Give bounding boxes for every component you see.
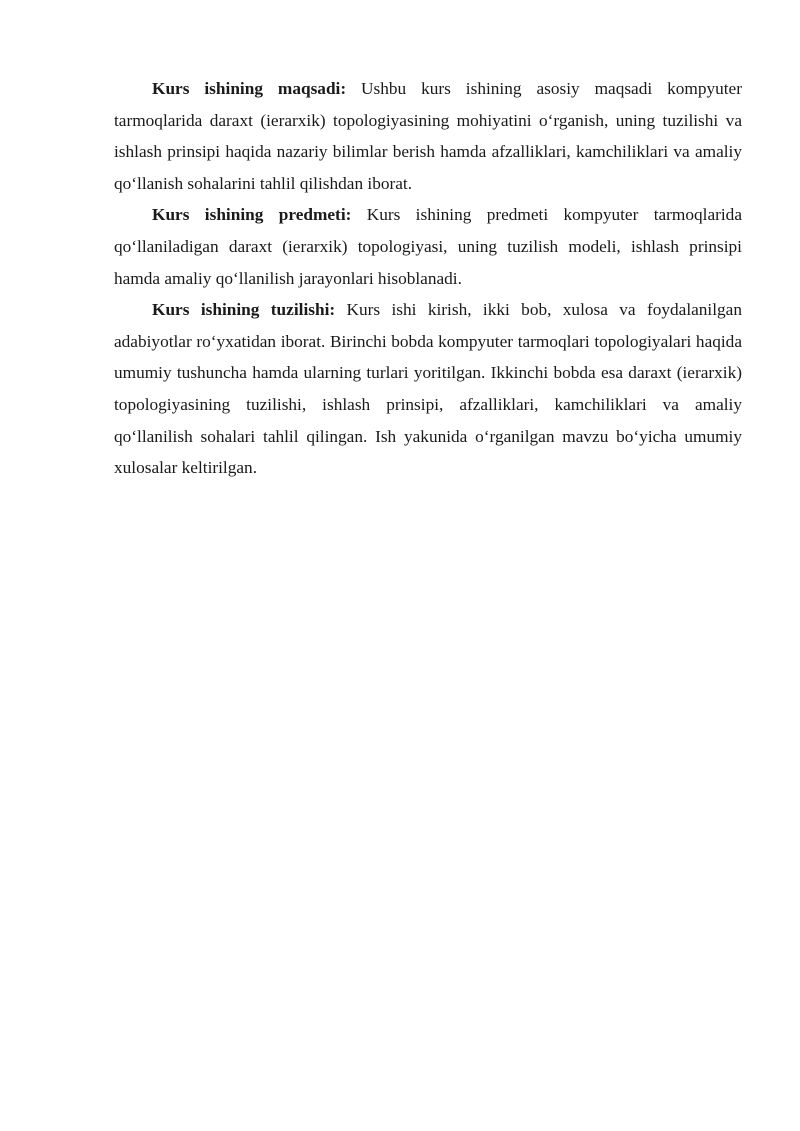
paragraph-text-structure: Kurs ishi kirish, ikki bob, xulosa va foydalanilgan adabiyotlar ro‘yxatidan iborat. Birinchi bobda kompyuter tarmoqlari topologiyalari haqida umumiy tushuncha hamda ularning turlari yoritilgan. Ikkinchi bobda esa daraxt (ierarxik) topologiyasining tuzilishi, ishlash prinsipi, afzalliklari, kamchiliklari va amaliy qo‘llanilish sohalari tahlil qilingan. Ish yakunida o‘rganilgan mavzu bo‘yicha umumiy xulosalar keltirilgan. <box>114 300 742 478</box>
paragraph-course-structure <box>114 294 742 484</box>
paragraph-course-goal <box>114 73 742 199</box>
document-body <box>114 73 742 484</box>
paragraph-label-goal: Kurs ishining maqsadi: <box>152 79 347 98</box>
paragraph-course-subject <box>114 199 742 294</box>
paragraph-text-subject: Kurs ishining predmeti kompyuter tarmoqlarida qo‘llaniladigan daraxt (ierarxik) topologiyasi, uning tuzilish modeli, ishlash prinsipi hamda amaliy qo‘llanilish jarayonlari hisoblanadi. <box>114 205 742 288</box>
paragraph-label-structure: Kurs ishining tuzilishi: <box>152 300 336 320</box>
paragraph-text-goal: Ushbu kurs ishining asosiy maqsadi kompyuter tarmoqlarida daraxt (ierarxik) topologiyasining mohiyatini o‘rganish, uning tuzilishi va ishlash prinsipi haqida nazariy bilimlar berish hamda afzalliklari, kamchiliklari va amaliy qo‘llanish sohalarini tahlil qilishdan iborat. <box>114 79 742 193</box>
paragraph-label-subject: Kurs ishining predmeti: <box>152 205 352 225</box>
